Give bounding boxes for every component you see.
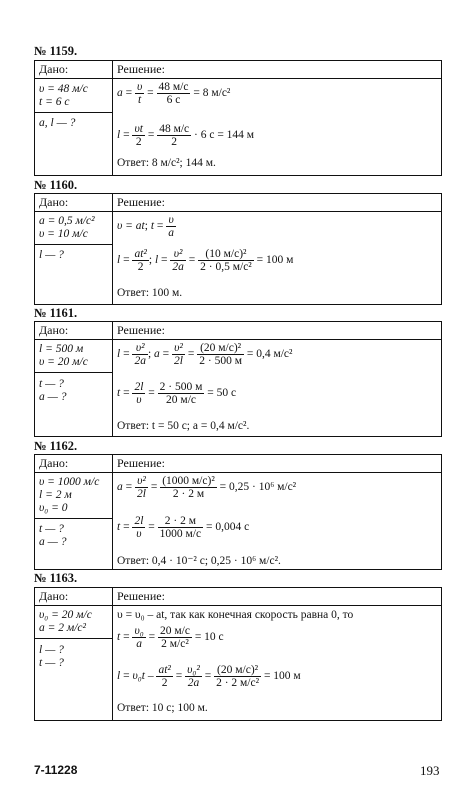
formula: t = $\frac{2l}{\upsilon}$ = $\frac{2 \cdot 2 м}{1000 м/с}$ = 0,004 с (117, 515, 250, 540)
given-line: a = 0,5 м/с² (39, 215, 95, 227)
given-line: l = 500 м (39, 343, 84, 355)
solution-header: Решение: (117, 589, 165, 603)
solution-header: Решение: (117, 195, 165, 209)
problem-number: № 1159. (34, 44, 78, 58)
problem-box (34, 454, 442, 570)
given-line: a = 2 м/с² (39, 622, 86, 634)
problem-box (34, 321, 442, 437)
answer: Ответ: 100 м. (117, 287, 183, 299)
answer: Ответ: t = 50 с; a = 0,4 м/с². (117, 420, 250, 432)
problem-number: № 1162. (34, 439, 78, 453)
find-line: t — ? (39, 657, 64, 669)
problem-box (34, 193, 442, 305)
given-line: υ = 10 м/с (39, 228, 88, 240)
formula: t = $\frac{2l}{\upsilon}$ = $\frac{2 \cdot 500 м}{20 м/с}$ = 50 с (117, 381, 237, 406)
formula: t = $\frac{\text{υ₀}}{a}$ = $\frac{20 м/с}{\text{2 м/с²}}$ = 10 с (117, 625, 224, 650)
find-line: a — ? (39, 536, 67, 548)
find-line: t — ? (39, 378, 64, 390)
page-number: 193 (420, 763, 440, 778)
problem-number: № 1160. (34, 178, 78, 192)
answer: Ответ: 10 с; 100 м. (117, 702, 208, 714)
given-header: Дано: (39, 62, 69, 76)
formula: l = υ₀t – $\frac{\text{at²}}{2}$ = $\frac{\text{υ₀²}}{2a}$ = $\frac{\text{(20 м/с)²}}{\text{2 · 2 м/с²}}$ = 100 м (117, 664, 301, 689)
formula: l = $\frac{\text{υ²}}{2a}$ ; a = $\frac{\text{υ²}}{2l}$ = $\frac{\text{(20 м/с)²}}{2 \cdot 500 м}$ = 0,4 м/с² (117, 342, 293, 367)
formula: l = $\frac{\text{at²}}{2}$ ; l = $\frac{\text{υ²}}{2a}$ = $\frac{\text{(10 м/с)²}}{\text{2 · 0,5 м/с²}}$ = 100 м (117, 248, 294, 273)
find-line: a, l — ? (39, 117, 76, 129)
problem-box (34, 60, 442, 176)
given-line: υ = 20 м/с (39, 356, 88, 368)
solution-header: Решение: (117, 323, 165, 337)
given-line: υ = 1000 м/с (39, 476, 100, 488)
given-line: υ₀ = 0 (39, 502, 68, 514)
find-line: t — ? (39, 523, 64, 535)
given-header: Дано: (39, 323, 69, 337)
answer: Ответ: 0,4 · 10⁻² с; 0,25 · 10⁶ м/с². (117, 555, 281, 567)
given-header: Дано: (39, 456, 69, 470)
problem-box (34, 587, 442, 721)
find-line: l — ? (39, 644, 64, 656)
problem-number: № 1161. (34, 306, 78, 320)
footer-code: 7-11228 (34, 763, 78, 777)
formula: a = $\frac{\text{υ²}}{2l}$ = $\frac{\text{(1000 м/с)²}}{2 \cdot 2 м}$ = 0,25 · 10⁶ м/с² (117, 475, 297, 500)
find-line: l — ? (39, 249, 64, 261)
solution-header: Решение: (117, 62, 165, 76)
solution-header: Решение: (117, 456, 165, 470)
formula: υ = at; t = $\frac{\upsilon}{a}$ (117, 214, 175, 239)
find-line: a — ? (39, 391, 67, 403)
problem-number: № 1163. (34, 571, 78, 585)
formula: a = $\frac{\upsilon}{t}$ = $\frac{48 м/с}{6 с}$ = 8 м/с² (117, 81, 231, 106)
answer: Ответ: 8 м/с²; 144 м. (117, 157, 216, 169)
given-line: υ = 48 м/с (39, 83, 88, 95)
given-header: Дано: (39, 589, 69, 603)
formula: l = $\frac{\upsilon t}{2}$ = $\frac{48 м/с}{2}$ · 6 с = 144 м (117, 123, 255, 148)
given-line: l = 2 м (39, 489, 72, 501)
given-line: υ₀ = 20 м/с (39, 609, 92, 621)
solution-intro: υ = υ₀ – at, так как конечная скорость равна 0, то (117, 609, 354, 621)
given-line: t = 6 с (39, 96, 70, 108)
given-header: Дано: (39, 195, 69, 209)
